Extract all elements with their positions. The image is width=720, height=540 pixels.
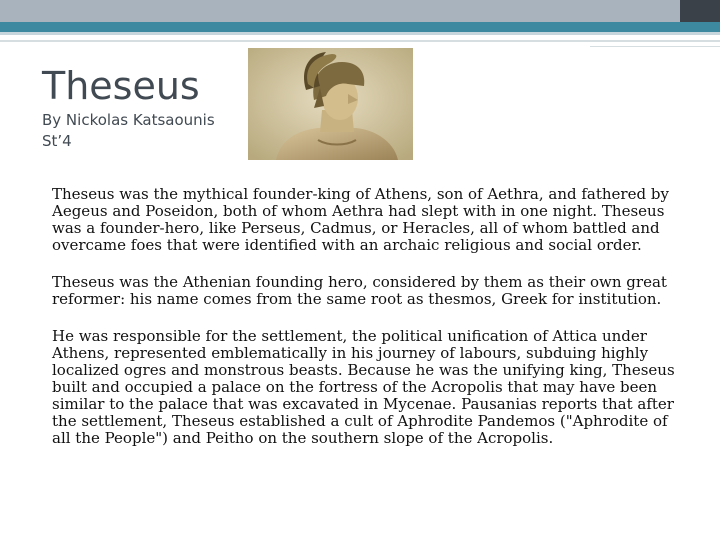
- divider-line: [590, 46, 720, 47]
- paragraph: Theseus was the mythical founder-king of Athens, son of Aethra, and fathered by Aegeus and Poseidon, both of whom Aethra had slept with in one night. Theseus was a founder-hero, like Perseus, Cadmus, or Heracles, all of whom battled and overcame foes that were identified with an archaic religious and social order.: [52, 185, 669, 254]
- divider-line: [0, 40, 720, 42]
- paragraph: He was responsible for the settlement, the political unification of Attica under Athens, represented emblematically in his journey of labours, subduing highly localized ogres and monstrous beasts. Because he was the unifying king, Theseus built and occupied a palace on the fortress of the Acropolis that may have been similar to the palace that was excavated in Mycenae. Pausanias reports that after the settlement, Theseus established a cult of Aphrodite Pandemos ("Aphrodite of all the People") and Peitho on the southern slope of the Acropolis.: [52, 327, 675, 447]
- theseus-statue-image: [248, 48, 413, 160]
- accent-line: [0, 22, 720, 32]
- paragraph: Theseus was the Athenian founding hero, considered by them as their own great reformer: his name comes from the same root as thesmos, Greek for institution.: [52, 273, 667, 308]
- author-line: By Nickolas Katsaounis: [42, 111, 215, 129]
- header-bar-light: [0, 0, 680, 22]
- header-bar-dark: [680, 0, 720, 22]
- divider-line: [0, 32, 720, 35]
- slide-body: [52, 186, 682, 467]
- slide-subtitle: [42, 110, 215, 152]
- header-bar: [0, 0, 720, 22]
- class-line: St’4: [42, 132, 72, 150]
- slide-title: Theseus: [42, 64, 200, 108]
